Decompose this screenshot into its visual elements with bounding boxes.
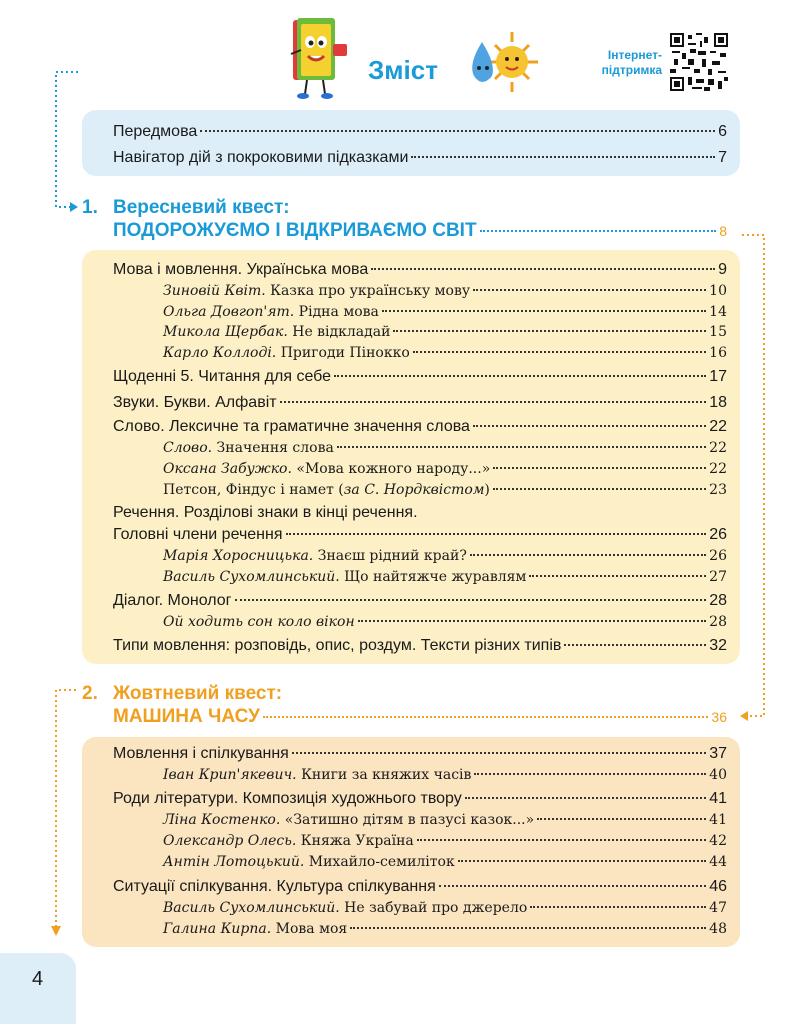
section2-subtitle-row[interactable]	[113, 706, 727, 728]
toc-entry-title: Діалог. Монолог	[113, 592, 232, 609]
toc-entry[interactable]	[113, 877, 727, 897]
toc-subentry[interactable]	[163, 612, 727, 632]
toc-entry-page: 15	[709, 324, 727, 340]
page-title: Зміст	[368, 55, 438, 85]
dot-leader	[382, 310, 706, 312]
dot-leader	[280, 401, 707, 403]
dot-leader	[564, 644, 706, 646]
author-name: за С. Нордквістом	[343, 482, 485, 498]
dot-leader	[493, 467, 706, 469]
dot-leader	[529, 575, 706, 577]
section1-subtitle-row[interactable]	[113, 220, 727, 242]
toc-entry-page: 22	[709, 418, 727, 435]
section1-subtitle: ПОДОРОЖУЄМО І ВІДКРИВАЄМО СВІТ	[113, 220, 477, 241]
dot-leader	[235, 599, 707, 601]
work-title: Пригоди Пінокко	[276, 345, 410, 361]
toc-entry-page: 26	[709, 526, 727, 543]
toc-entry-page: 6	[718, 123, 727, 140]
dot-leader	[537, 818, 706, 820]
arrow-orange-left	[56, 690, 76, 926]
section2-label: Жовтневий квест:	[113, 683, 283, 704]
author-name: Олександр Олесь.	[163, 833, 297, 849]
author-name: Ольга Довгоп'ят.	[163, 304, 295, 320]
toc-entry-page: 28	[709, 614, 727, 630]
toc-entry-page: 23	[709, 482, 727, 498]
toc-entry-page: 16	[709, 345, 727, 361]
toc-subentry[interactable]	[163, 459, 727, 479]
toc-entry[interactable]	[113, 789, 727, 809]
toc-entry-page: 14	[709, 304, 727, 320]
work-title: Знаєш рідний край?	[313, 548, 467, 564]
toc-entry-page: 7	[718, 149, 727, 166]
work-title: Книги за княжих часів	[296, 767, 472, 783]
toc-entry-preface[interactable]	[113, 122, 727, 142]
toc-entry-title: Передмова	[113, 123, 198, 140]
toc-subentry[interactable]	[163, 919, 727, 939]
dot-leader	[470, 554, 706, 556]
toc-subentry[interactable]	[163, 480, 727, 500]
toc-entry-page: 17	[709, 368, 727, 385]
toc-entry-page: 28	[709, 592, 727, 609]
toc-entry-page: 42	[709, 833, 727, 849]
toc-entry[interactable]	[113, 417, 727, 437]
toc-subentry[interactable]	[163, 322, 727, 342]
toc-entry-page: 32	[709, 637, 727, 654]
toc-entry[interactable]	[113, 260, 727, 280]
toc-subentry[interactable]	[163, 765, 727, 785]
toc-entry[interactable]	[113, 503, 727, 523]
section1-number: 1.	[82, 197, 98, 218]
section1-page: 8	[719, 223, 727, 239]
section2-subtitle: МАШИНА ЧАСУ	[113, 706, 260, 727]
work-title: Княжа Україна	[296, 833, 414, 849]
toc-entry-page: 9	[718, 261, 727, 278]
toc-entry-page: 22	[709, 461, 727, 477]
internet-label-line1: Інтернет-	[607, 48, 662, 62]
toc-entry-page: 37	[709, 745, 727, 762]
author-name: Марія Хоросницька.	[163, 548, 314, 564]
toc-subentry[interactable]	[163, 898, 727, 918]
toc-subentry[interactable]	[163, 281, 727, 301]
work-title: «Мова кожного народу...»	[291, 461, 491, 477]
toc-subentry[interactable]	[163, 343, 727, 363]
toc-entry-title: Мова і мовлення. Українська мова	[113, 261, 369, 278]
toc-entry-title: Навігатор дій з покроковими підказками	[113, 149, 409, 166]
dot-leader	[334, 375, 706, 377]
toc-entry-page: 27	[709, 569, 727, 585]
author-name: Галина Кирпа.	[163, 921, 272, 937]
dot-leader	[465, 797, 706, 799]
toc-entry-page: 40	[709, 767, 727, 783]
work-title: Значення слова	[212, 440, 334, 456]
work-title: Михайло-семиліток	[304, 854, 455, 870]
toc-entry-page: 41	[709, 812, 727, 828]
toc-subentry[interactable]	[163, 302, 727, 322]
work-title: Петсон, Фіндус і намет (	[163, 482, 344, 498]
dot-leader	[292, 752, 706, 754]
work-title: «Затишно дітям в пазусі казок...»	[280, 812, 535, 828]
work-title: Не відкладай	[287, 324, 391, 340]
work-title: Мова моя	[271, 921, 348, 937]
dot-leader	[358, 620, 707, 622]
dot-leader	[286, 533, 707, 535]
work-title: Що найтяжче журавлям	[339, 569, 527, 585]
dot-leader	[263, 716, 709, 718]
toc-entry[interactable]	[113, 393, 727, 413]
internet-label-line2: підтримка	[601, 63, 662, 77]
toc-entry-navigator[interactable]	[113, 148, 727, 168]
author-name: Карло Коллоді.	[163, 345, 277, 361]
dot-leader	[439, 885, 706, 887]
dot-leader	[350, 927, 706, 929]
author-name: Василь Сухомлинський.	[163, 569, 340, 585]
author-name: Ліна Костенко.	[163, 812, 281, 828]
dot-leader	[493, 488, 706, 490]
toc-subentry[interactable]	[163, 852, 727, 872]
toc-entry-page: 46	[709, 878, 727, 895]
section2-page: 36	[711, 709, 727, 725]
author-name: Оксана Забужко.	[163, 461, 292, 477]
toc-entry-title: Типи мовлення: розповідь, опис, роздум. Тексти різних типів	[113, 637, 562, 654]
dot-leader	[411, 156, 715, 158]
dot-leader	[530, 906, 706, 908]
toc-entry-title: Звуки. Букви. Алфавіт	[113, 394, 277, 411]
dot-leader	[473, 425, 706, 427]
dot-leader	[337, 446, 706, 448]
toc-subentry[interactable]	[163, 438, 727, 458]
toc-entry-page: 41	[709, 790, 727, 807]
toc-entry-page: 22	[709, 440, 727, 456]
toc-entry-title: Головні члени речення	[113, 526, 283, 543]
toc-entry-title: Мовлення і спілкування	[113, 745, 289, 762]
dot-leader	[473, 289, 706, 291]
dot-leader	[413, 351, 706, 353]
section2-number: 2.	[82, 683, 98, 704]
toc-entry-page: 48	[709, 921, 727, 937]
arrow-orange-right	[742, 235, 764, 716]
work-title: Рідна мова	[294, 304, 379, 320]
toc-entry[interactable]	[113, 636, 727, 656]
dot-leader	[458, 860, 706, 862]
toc-entry-page: 47	[709, 900, 727, 916]
author-name: Василь Сухомлинський.	[163, 900, 340, 916]
toc-entry[interactable]	[113, 591, 727, 611]
toc-subentry[interactable]	[163, 831, 727, 851]
arrow-blue	[56, 72, 78, 207]
author-name: Слово.	[163, 440, 213, 456]
toc-entry-page: 10	[709, 283, 727, 299]
author-name: Іван Крип'якевич.	[163, 767, 297, 783]
author-name: Антін Лотоцький.	[163, 854, 305, 870]
work-title-end: )	[484, 482, 490, 498]
toc-entry[interactable]	[113, 525, 727, 545]
dot-leader	[393, 330, 706, 332]
dot-leader	[200, 130, 715, 132]
dot-leader	[480, 230, 717, 232]
author-name: Ой ходить сон коло вікон	[163, 614, 355, 630]
dot-leader	[371, 268, 715, 270]
toc-entry-page: 44	[709, 854, 727, 870]
toc-entry-title: Роди літератури. Композиція художнього твору	[113, 790, 462, 807]
dot-leader	[417, 839, 706, 841]
toc-subentry[interactable]	[163, 810, 727, 830]
toc-subentry[interactable]	[163, 567, 727, 587]
section1-label: Вересневий квест:	[113, 197, 290, 218]
toc-entry-page: 18	[709, 394, 727, 411]
toc-entry-title: Речення. Розділові знаки в кінці речення.	[113, 504, 418, 521]
toc-entry-title: Ситуації спілкування. Культура спілкування	[113, 878, 436, 895]
toc-subentry[interactable]	[163, 546, 727, 566]
dot-leader	[474, 773, 706, 775]
toc-entry-title: Слово. Лексичне та граматичне значення слова	[113, 418, 470, 435]
author-name: Зиновій Квіт.	[163, 283, 266, 299]
page-number: 4	[32, 968, 44, 990]
toc-entry-title: Щоденні 5. Читання для себе	[113, 368, 332, 385]
toc-entry[interactable]	[113, 744, 727, 764]
toc-entry-page: 26	[709, 548, 727, 564]
author-name: Микола Щербак.	[163, 324, 288, 340]
work-title: Казка про українську мову	[265, 283, 471, 299]
toc-entry[interactable]	[113, 367, 727, 387]
work-title: Не забувай про джерело	[339, 900, 528, 916]
